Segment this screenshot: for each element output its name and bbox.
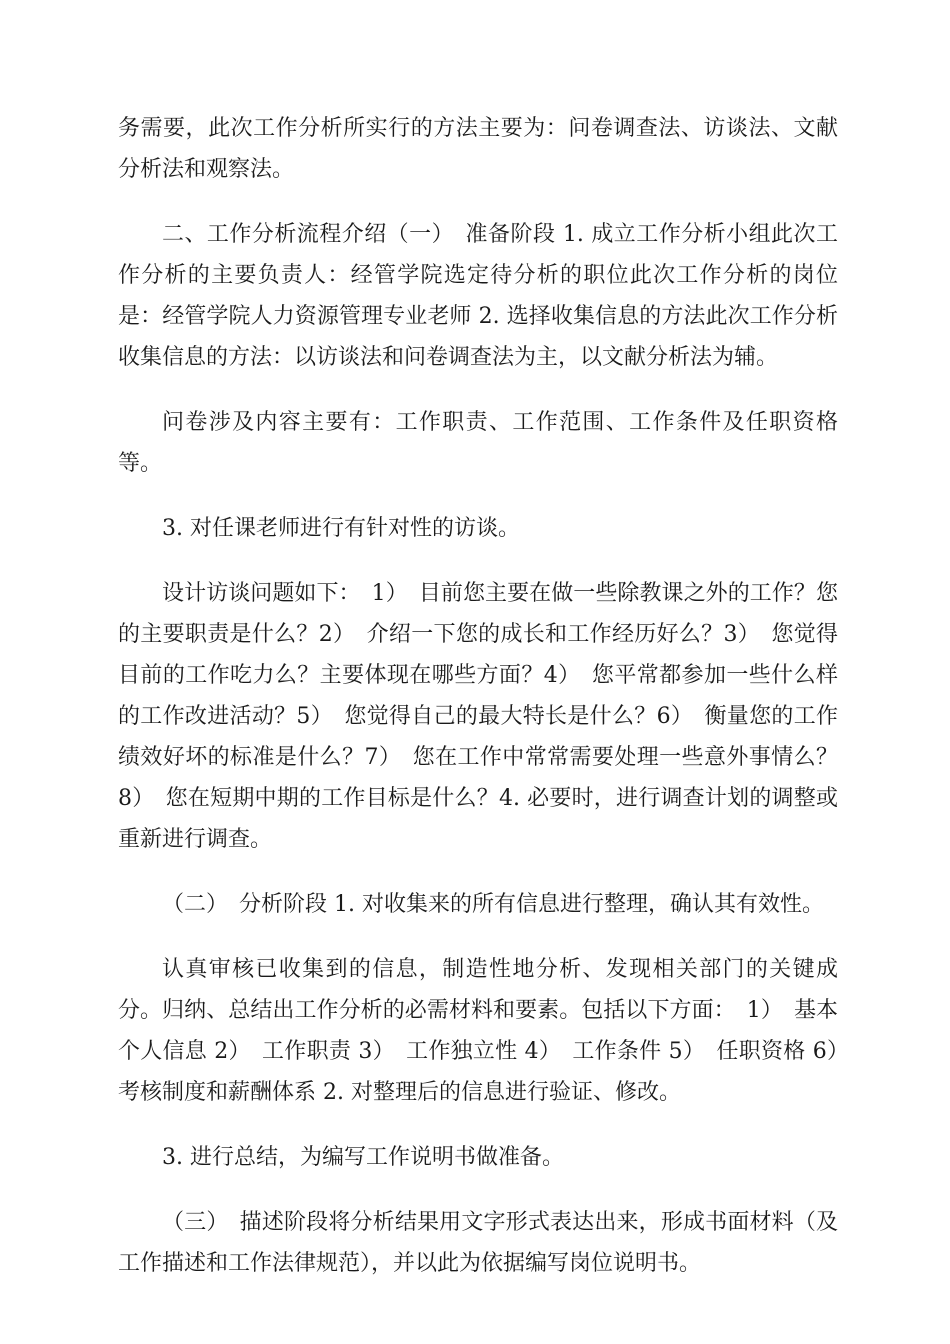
paragraph-description-stage: （三） 描述阶段将分析结果用文字形式表达出来，形成书面材料（及工作描述和工作法律规范），并以此为依据编写岗位说明书。 [118, 1210, 838, 1276]
paragraph-process-intro: 二、工作分析流程介绍（一） 准备阶段 1. 成立工作分析小组此次工作分析的主要负责人：经管学院选定待分析的职位此次工作分析的岗位是：经管学院人力资源管理专业老师 2. 选择收集信息的方法此次工作分析收集信息的方法：以访谈法和问卷调查法为主，以文献分析法为辅。 [118, 222, 838, 370]
paragraph-methods: 务需要，此次工作分析所实行的方法主要为：问卷调查法、访谈法、文献分析法和观察法。 [118, 116, 838, 182]
paragraph-summary: 3. 进行总结，为编写工作说明书做准备。 [162, 1145, 564, 1170]
paragraph-interview: 3. 对任课老师进行有针对性的访谈。 [162, 516, 520, 541]
paragraph-review: 认真审核已收集到的信息，制造性地分析、发现相关部门的关键成分。归纳、总结出工作分析的必需材料和要素。包括以下方面： 1） 基本个人信息 2） 工作职责 3） 工作独立性 4） 工作条件 5） 任职资格 6） 考核制度和薪酬体系 2. 对整理后的信息进行验证、修改。 [118, 957, 861, 1105]
paragraph-questionnaire: 问卷涉及内容主要有：工作职责、工作范围、工作条件及任职资格等。 [118, 410, 838, 476]
paragraph-interview-questions: 设计访谈问题如下： 1） 目前您主要在做一些除教课之外的工作？您的主要职责是什么？2） 介绍一下您的成长和工作经历好么？3） 您觉得目前的工作吃力么？主要体现在哪些方面？4） 您平常都参加一些什么样的工作改进活动？5） 您觉得自己的最大特长是什么？6） 衡量您的工作绩效好坏的标准是什么？7） 您在工作中常常需要处理一些意外事情么？8） 您在短期中期的工作目标是什么？4. 必要时，进行调查计划的调整或重新进行调查。 [118, 581, 838, 852]
paragraph-analysis-stage: （二） 分析阶段 1. 对收集来的所有信息进行整理，确认其有效性。 [162, 892, 824, 917]
document-body [118, 108, 861, 1308]
